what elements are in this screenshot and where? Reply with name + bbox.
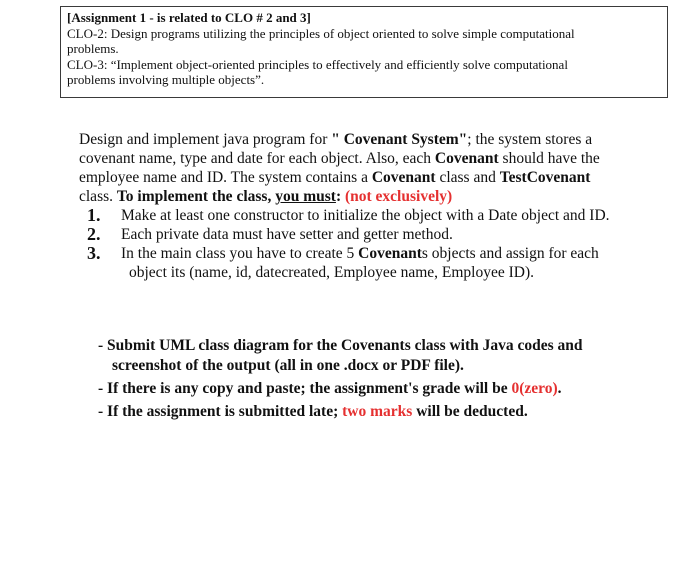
list-text-part: In the main class you have to create 5 xyxy=(121,245,359,262)
requirements-list xyxy=(79,206,669,282)
note-plagiarism xyxy=(98,379,583,399)
note-text: - If there is any copy and paste; the assignment's grade will be xyxy=(98,380,512,397)
requirement-emphasis: you must xyxy=(275,188,336,205)
clo2-line-2: problems. xyxy=(67,41,119,56)
intro-line-3 xyxy=(79,168,669,187)
intro-line-1 xyxy=(79,130,669,149)
requirement-heading: To implement the class, xyxy=(116,188,276,205)
note-uml-continuation: screenshot of the output (all in one .docx or PDF file). xyxy=(112,357,464,374)
not-exclusive-note: (not exclusively) xyxy=(344,188,453,205)
class-name: Covenant xyxy=(358,245,422,262)
list-number: 1. xyxy=(87,205,101,225)
class-name: Covenant xyxy=(371,169,436,186)
intro-text: ; the system stores a xyxy=(467,131,593,148)
intro-text: : xyxy=(335,188,345,205)
assignment-title: [Assignment 1 - is related to CLO # 2 and 3] xyxy=(67,10,311,25)
list-item xyxy=(87,206,669,225)
list-text: Make at least one constructor to initialize the object with a Date object and ID. xyxy=(121,207,610,224)
intro-text: employee name and ID. The system contains a xyxy=(79,169,372,186)
clo3-line-2: problems involving multiple objects”. xyxy=(67,72,265,87)
system-name: " Covenant System" xyxy=(331,131,468,148)
clo3-line-1: CLO-3: “Implement object-oriented principles to effectively and efficiently solve computational xyxy=(67,56,568,72)
intro-line-4 xyxy=(79,187,669,206)
list-text: Each private data must have setter and getter method. xyxy=(121,226,453,243)
submission-notes xyxy=(98,336,583,422)
class-name: Covenant xyxy=(434,150,499,167)
list-number: 2. xyxy=(87,224,101,244)
intro-text: class and xyxy=(435,169,500,186)
clo2-line-1: CLO-2: Design programs utilizing the principles of object oriented to solve simple computational xyxy=(67,25,575,41)
penalty-marks: two marks xyxy=(342,403,413,420)
note-uml: - Submit UML class diagram for the Covenants class with Java codes and xyxy=(98,337,583,354)
list-item xyxy=(87,225,669,244)
list-item xyxy=(87,244,669,263)
note-text: will be deducted. xyxy=(412,403,528,420)
intro-text: covenant name, type and date for each object. Also, each xyxy=(79,150,435,167)
list-item-continuation: object its (name, id, datecreated, Employee name, Employee ID). xyxy=(129,264,534,281)
intro-text: should have the xyxy=(498,150,600,167)
list-text xyxy=(121,244,599,263)
intro-text: Design and implement java program for xyxy=(79,131,332,148)
note-late xyxy=(98,402,583,422)
intro-line-2 xyxy=(79,149,669,168)
zero-grade: 0(zero) xyxy=(511,380,558,397)
list-number: 3. xyxy=(87,243,101,263)
intro-text: class. xyxy=(79,188,117,205)
class-name: TestCovenant xyxy=(499,169,591,186)
assignment-header-box xyxy=(60,6,668,98)
note-text: - If the assignment is submitted late; xyxy=(98,403,343,420)
note-text: . xyxy=(557,380,562,397)
list-text-part: s objects and assign for each xyxy=(421,245,599,262)
task-description xyxy=(79,130,669,282)
